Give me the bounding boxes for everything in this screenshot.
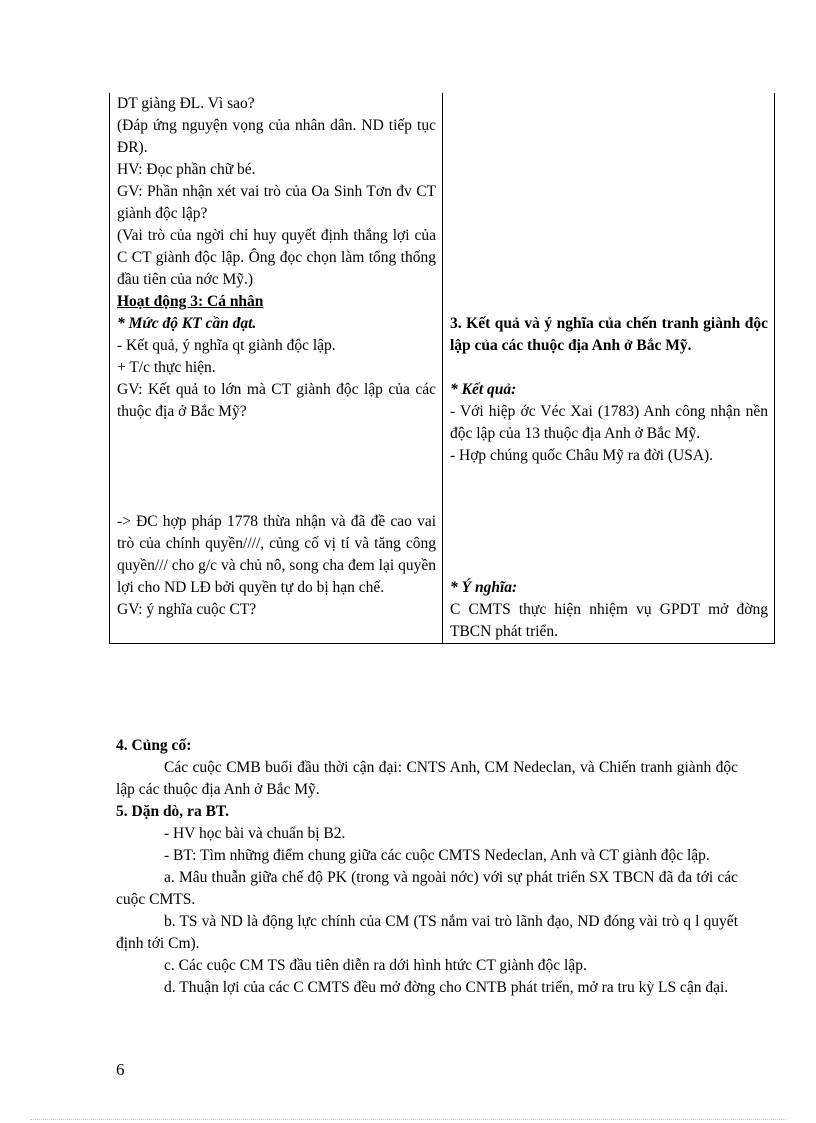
spacer: [450, 511, 768, 533]
paragraph: GV: Phần nhận xét vai trò của Oa Sinh Tơn đv CT giành độc lập?: [117, 183, 436, 222]
teacher-activity-cell: [110, 93, 443, 644]
section-heading: 3. Kết quả và ý nghĩa của chến tranh giành độc lập của các thuộc địa Anh ở Bắc Mỹ.: [450, 315, 768, 354]
paragraph: GV: Kết quả to lớn mà CT giành độc lập của các thuộc địa ở Bắc Mỹ?: [117, 381, 436, 420]
paragraph: (Đáp ứng nguyện vọng của nhân dân. ND tiếp tục ĐR).: [117, 117, 436, 156]
lesson-table: [109, 93, 775, 644]
spacer: [450, 533, 768, 555]
spacer: [450, 357, 768, 379]
consolidation-section: [116, 735, 738, 801]
homework-item: d. Thuận lợi của các C CMTS đều mở đờng cho CNTB phát triển, mở ra tru kỳ LS cận đại.: [164, 979, 729, 996]
homework-item: a. Mâu thuẫn giữa chế độ PK (trong và ngoài nớc) với sự phát triển SX TBCN đã đa tới các cuộc CMTS.: [116, 869, 738, 908]
paragraph: - Kết quả, ý nghĩa qt giành độc lập.: [117, 337, 336, 354]
consolidation-text: Các cuộc CMB buổi đầu thời cận đại: CNTS Anh, CM Nedeclan, và Chiến tranh giành độc lập các thuộc địa Anh ở Bắc Mỹ.: [116, 759, 738, 798]
paragraph: HV: Đọc phần chữ bé.: [117, 161, 256, 178]
homework-item: - HV học bài và chuẩn bị B2.: [164, 825, 346, 842]
kt-heading: * Mức độ KT cần đạt.: [117, 315, 257, 332]
answer-paragraph: -> ĐC hợp pháp 1778 thừa nhận và đã đề cao vai trò của chính quyền////, củng cố vị tí và tăng công quyền/// cho g/c và chủ nô, song cha đem lại quyền lợi cho ND LĐ bởi quyền tự do bị hạn chế.: [117, 513, 436, 596]
spacer: [450, 467, 768, 489]
content-cell: [443, 93, 775, 644]
spacer: [450, 181, 768, 203]
question-paragraph: GV: ý nghĩa cuộc CT?: [117, 601, 257, 618]
meaning-text: C CMTS thực hiện nhiệm vụ GPDT mở đờng TBCN phát triển.: [450, 601, 768, 640]
spacer: [117, 467, 436, 489]
spacer: [117, 445, 436, 467]
spacer: [450, 247, 768, 269]
page-bottom-rule: [30, 1119, 786, 1120]
meaning-heading: * Ý nghĩa:: [450, 579, 518, 596]
spacer: [450, 159, 768, 181]
spacer: [450, 203, 768, 225]
result-item: - Với hiệp ớc Véc Xai (1783) Anh công nhận nền độc lập của 13 thuộc địa Anh ở Bắc Mỹ.: [450, 403, 768, 442]
homework-item: - BT: Tìm những điểm chung giữa các cuộc CMTS Nedeclan, Anh và CT giành độc lập.: [164, 847, 710, 864]
page-number: 6: [116, 1060, 125, 1079]
spacer: [450, 269, 768, 291]
activity-heading: Hoạt động 3: Cá nhân: [117, 293, 264, 310]
spacer: [450, 115, 768, 137]
paragraph: + T/c thực hiện.: [117, 359, 216, 376]
homework-item: b. TS và ND là động lực chính của CM (TS nắm vai trò lãnh đạo, ND đóng vài trò q l quyết định tới Cm).: [116, 913, 738, 952]
table-row: [110, 93, 775, 644]
homework-item: c. Các cuộc CM TS đầu tiên diễn ra dới hình htức CT giành độc lập.: [164, 957, 587, 974]
spacer: [117, 489, 436, 511]
spacer: [450, 555, 768, 577]
paragraph: DT giàng ĐL. Vì sao?: [117, 95, 255, 112]
homework-title: 5. Dặn dò, ra BT.: [116, 803, 229, 820]
homework-section: [116, 801, 738, 999]
spacer: [450, 489, 768, 511]
spacer: [117, 423, 436, 445]
consolidation-title: 4. Củng cố:: [116, 737, 192, 754]
spacer: [450, 93, 768, 115]
result-heading: * Kết quả:: [450, 381, 517, 398]
paragraph: (Vai trò của ngời chỉ huy quyết định thắng lợi của C CT giành độc lập. Ông đọc chọn làm tổng thống đầu tiên của nớc Mỹ.): [117, 227, 436, 288]
result-item: - Hợp chúng quốc Châu Mỹ ra đời (USA).: [450, 447, 714, 464]
spacer: [450, 225, 768, 247]
spacer: [450, 137, 768, 159]
right-column-text: [450, 93, 768, 643]
spacer: [450, 291, 768, 313]
left-column-text: [117, 93, 436, 621]
